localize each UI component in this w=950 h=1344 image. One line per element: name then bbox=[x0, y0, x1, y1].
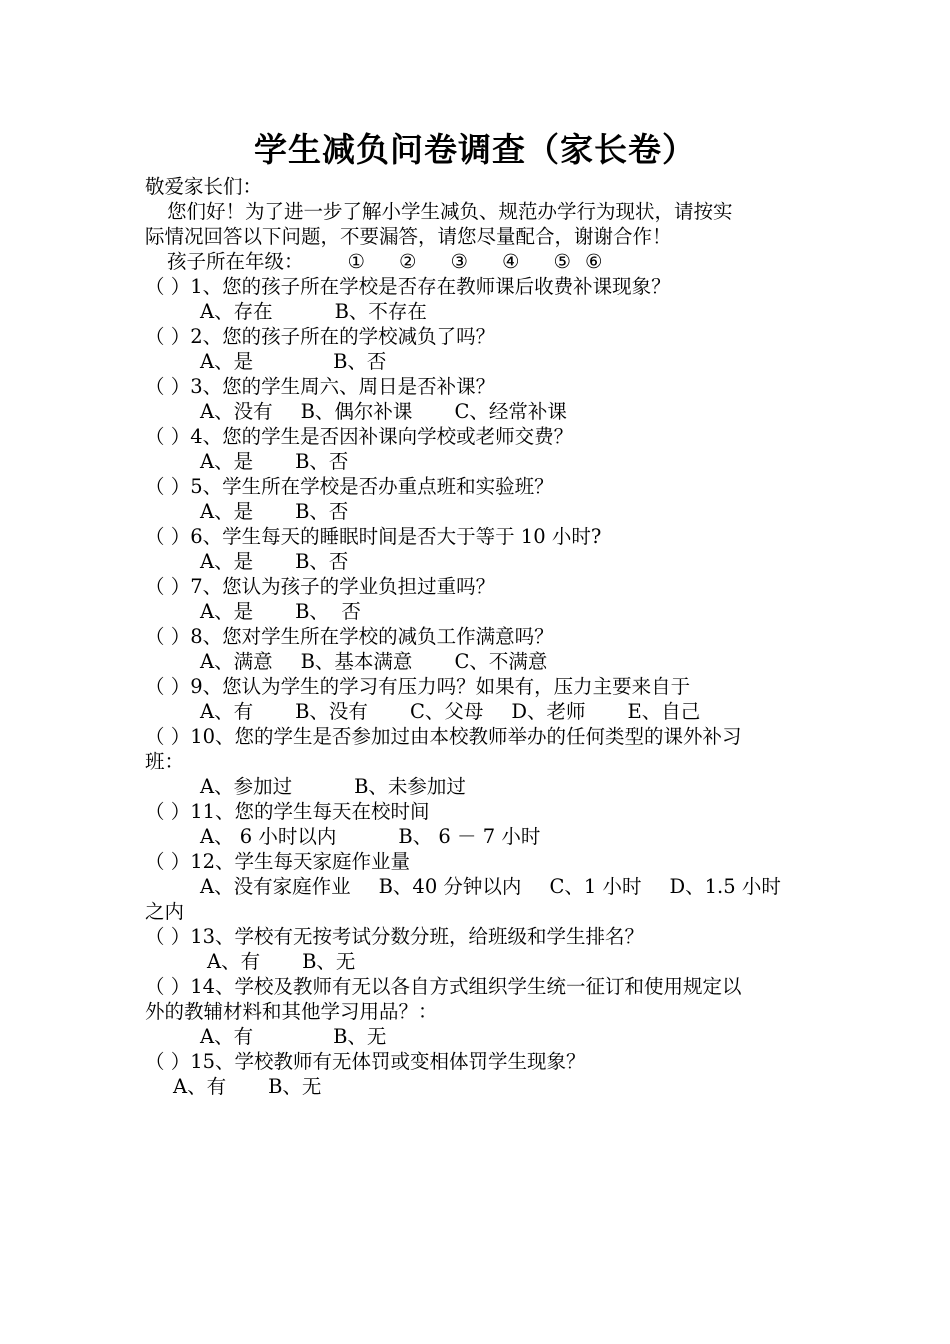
q8-option-a: A、满意 bbox=[200, 650, 273, 673]
q8-option-c: C、不满意 bbox=[454, 650, 548, 673]
question-6-options bbox=[145, 549, 815, 574]
question-7: （ ）7、您认为孩子的学业负担过重吗？ bbox=[145, 575, 496, 598]
question-15: （ ）15、学校教师有无体罚或变相体罚学生现象？ bbox=[145, 1050, 586, 1073]
q12-option-d: D、1.5 小时 bbox=[669, 875, 781, 898]
q6-option-a: A、是 bbox=[200, 550, 254, 573]
question-12-options bbox=[145, 874, 815, 899]
q9-option-d: D、老师 bbox=[511, 700, 586, 723]
q4-option-a: A、是 bbox=[200, 450, 254, 473]
question-6: （ ）6、学生每天的睡眠时间是否大于等于 10 小时? bbox=[145, 525, 602, 548]
question-4-options bbox=[145, 449, 815, 474]
q3-option-a: A、没有 bbox=[200, 400, 273, 423]
q3-option-c: C、经常补课 bbox=[454, 400, 567, 423]
question-3-options bbox=[145, 399, 815, 424]
q15-option-b: B、无 bbox=[268, 1075, 322, 1098]
question-11: （ ）11、您的学生每天在校时间 bbox=[145, 800, 430, 823]
q9-option-a: A、有 bbox=[200, 700, 254, 723]
q10-option-b: B、未参加过 bbox=[354, 775, 466, 798]
question-12-wrap: 之内 bbox=[145, 900, 185, 923]
question-1: （ ）1、您的孩子所在学校是否存在教师课后收费补课现象？ bbox=[145, 275, 671, 298]
q1-option-a: A、存在 bbox=[200, 300, 273, 323]
question-2: （ ）2、您的孩子所在的学校减负了吗？ bbox=[145, 325, 496, 348]
grade-option-4: ④ bbox=[501, 250, 520, 273]
question-2-options bbox=[145, 349, 815, 374]
question-8-options bbox=[145, 649, 815, 674]
question-9: （ ）9、您认为学生的学习有压力吗？如果有，压力主要来自于 bbox=[145, 675, 691, 698]
page-title: 学生减负问卷调查（家长卷） bbox=[254, 130, 696, 169]
q4-option-b: B、否 bbox=[295, 450, 349, 473]
grade-option-1: ① bbox=[347, 250, 365, 273]
q9-option-b: B、没有 bbox=[295, 700, 368, 723]
q14-option-a: A、有 bbox=[200, 1025, 254, 1048]
q12-option-c: C、1 小时 bbox=[549, 875, 642, 898]
question-12: （ ）12、学生每天家庭作业量 bbox=[145, 850, 411, 873]
question-1-options bbox=[145, 299, 815, 324]
q11-option-a: A、 6 小时以内 bbox=[200, 825, 337, 848]
questionnaire-body bbox=[145, 174, 815, 1099]
q14-option-b: B、无 bbox=[333, 1025, 387, 1048]
q13-option-a: A、有 bbox=[207, 950, 261, 973]
q6-option-b: B、否 bbox=[295, 550, 349, 573]
q8-option-b: B、基本满意 bbox=[300, 650, 413, 673]
q2-option-b: B、否 bbox=[333, 350, 387, 373]
intro-line-1: 您们好！为了进一步了解小学生减负、规范办学行为现状，请按实 bbox=[167, 200, 733, 223]
question-10-line-1: （ ）10、您的学生是否参加过由本校教师举办的任何类型的课外补习 bbox=[145, 725, 742, 748]
q5-option-a: A、是 bbox=[200, 500, 254, 523]
question-14-line-1: （ ）14、学校及教师有无以各自方式组织学生统一征订和使用规定以 bbox=[145, 975, 742, 998]
question-5: （ ）5、学生所在学校是否办重点班和实验班？ bbox=[145, 475, 554, 498]
q1-option-b: B、不存在 bbox=[334, 300, 427, 323]
question-5-options bbox=[145, 499, 815, 524]
q13-option-b: B、无 bbox=[302, 950, 356, 973]
grade-option-2: ② bbox=[399, 250, 417, 273]
question-13: （ ）13、学校有无按考试分数分班，给班级和学生排名？ bbox=[145, 925, 645, 948]
q15-option-a: A、有 bbox=[173, 1075, 227, 1098]
greeting: 敬爱家长们： bbox=[145, 175, 263, 198]
intro-line-2: 际情况回答以下问题，不要漏答，请您尽量配合，谢谢合作！ bbox=[145, 225, 672, 248]
grade-line bbox=[145, 249, 815, 274]
q9-option-c: C、父母 bbox=[409, 700, 484, 723]
question-11-options bbox=[145, 824, 815, 849]
question-13-options bbox=[145, 949, 815, 974]
q7-option-b: B、 否 bbox=[295, 600, 361, 623]
question-9-options bbox=[145, 699, 815, 724]
question-8: （ ）8、您对学生所在学校的减负工作满意吗？ bbox=[145, 625, 554, 648]
question-10-line-2: 班： bbox=[145, 750, 185, 773]
q9-option-e: E、自己 bbox=[627, 700, 701, 723]
grade-option-6: ⑥ bbox=[584, 250, 603, 273]
q7-option-a: A、是 bbox=[200, 600, 254, 623]
grade-label: 孩子所在年级： bbox=[167, 250, 304, 273]
q3-option-b: B、偶尔补课 bbox=[300, 400, 413, 423]
q10-option-a: A、参加过 bbox=[200, 775, 293, 798]
question-7-options bbox=[145, 599, 815, 624]
q12-option-b: B、40 分钟以内 bbox=[378, 875, 522, 898]
question-10-options bbox=[145, 774, 815, 799]
question-15-options bbox=[145, 1074, 815, 1099]
q5-option-b: B、否 bbox=[295, 500, 349, 523]
question-14-options bbox=[145, 1024, 815, 1049]
question-14-line-2: 外的教辅材料和其他学习用品？： bbox=[145, 1000, 438, 1023]
grade-option-5: ⑤ bbox=[553, 250, 571, 273]
q2-option-a: A、是 bbox=[200, 350, 254, 373]
question-4: （ ）4、您的学生是否因补课向学校或老师交费？ bbox=[145, 425, 574, 448]
q12-option-a: A、没有家庭作业 bbox=[200, 875, 351, 898]
q11-option-b: B、 6 － 7 小时 bbox=[398, 825, 541, 848]
grade-option-3: ③ bbox=[450, 250, 468, 273]
question-3: （ ）3、您的学生周六、周日是否补课？ bbox=[145, 375, 496, 398]
